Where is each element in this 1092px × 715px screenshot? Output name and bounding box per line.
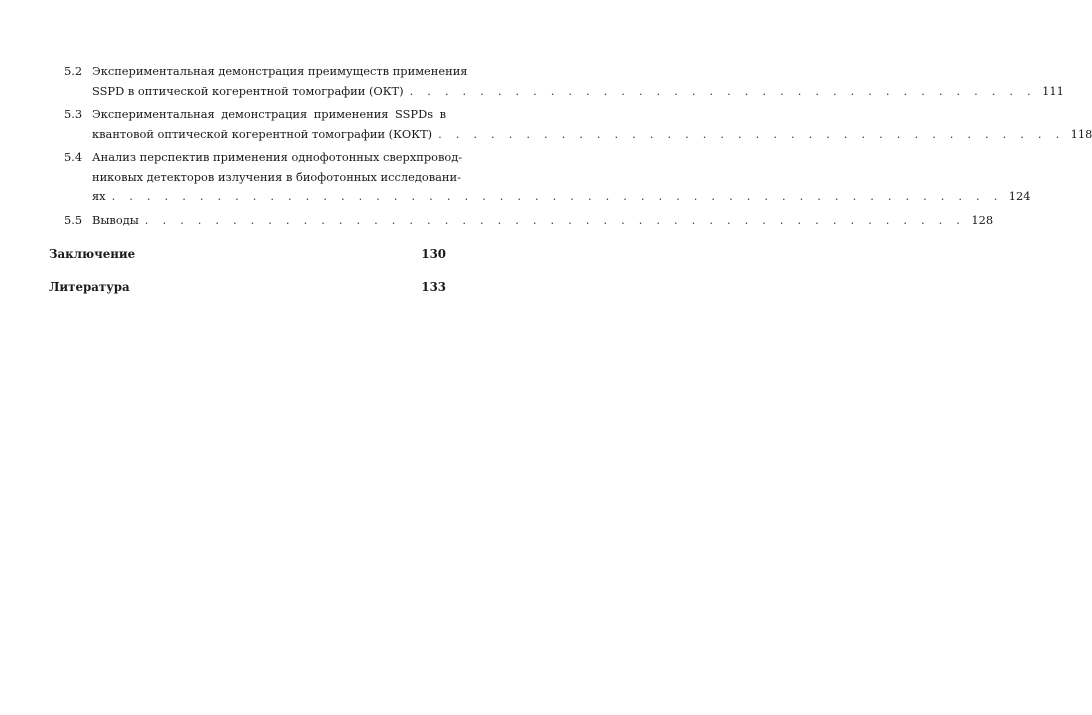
chapter-title: Литература (49, 280, 130, 294)
chapter-page: 133 (421, 280, 446, 294)
page-number: 128 (971, 213, 994, 227)
toc-entry-5-5[interactable] (49, 211, 994, 231)
page-number: 111 (1042, 83, 1064, 98)
toc-chapter-conclusion[interactable] (49, 244, 446, 264)
entry-last-line: квантовой оптической когерентной томографии (КОКТ) (92, 126, 433, 141)
section-number: 5.4 (64, 150, 83, 164)
toc-chapter-references[interactable] (49, 277, 446, 297)
entry-line: Экспериментальная демонстрация преимуществ применения (92, 64, 468, 78)
entry-last-line: ях (92, 189, 106, 203)
toc-entry-5-4[interactable] (49, 148, 1031, 207)
leader-dots: . . . . . . . . . . . . . . . . . . . . . . . . . . . . . . . . . . . . (409, 83, 1036, 98)
leader-dots: . . . . . . . . . . . . . . . . . . . . . . . . . . . . . . . . . . . . . . . . . . . . . . . (144, 213, 966, 227)
page-number: 118 (1070, 126, 1092, 141)
toc-entry-5-3[interactable] (49, 105, 1092, 144)
leader-dots: . . . . . . . . . . . . . . . . . . . . . . . . . . . . . . . . . . . . . . . . . . . . . . . . . . . (111, 189, 1003, 203)
entry-last-line: SSPD в оптической когерентной томографии (ОКТ) (92, 83, 404, 98)
entry-last-line: Выводы (92, 213, 139, 227)
section-number: 5.5 (64, 213, 83, 227)
entry-line: Экспериментальная демонстрация применения SSPDs в (92, 107, 446, 121)
chapter-title: Заключение (49, 247, 136, 261)
section-number: 5.3 (64, 107, 83, 121)
entry-line: Анализ перспектив применения однофотонных сверхпровод- (92, 150, 463, 164)
chapter-page: 130 (421, 247, 446, 261)
page-number: 124 (1008, 189, 1031, 203)
toc-entry-5-2[interactable] (49, 62, 1064, 101)
section-number: 5.2 (64, 64, 83, 78)
entry-line: никовых детекторов излучения в биофотонных исследовани- (92, 169, 461, 184)
leader-dots: . . . . . . . . . . . . . . . . . . . . . . . . . . . . . . . . . . . . (438, 126, 1065, 141)
